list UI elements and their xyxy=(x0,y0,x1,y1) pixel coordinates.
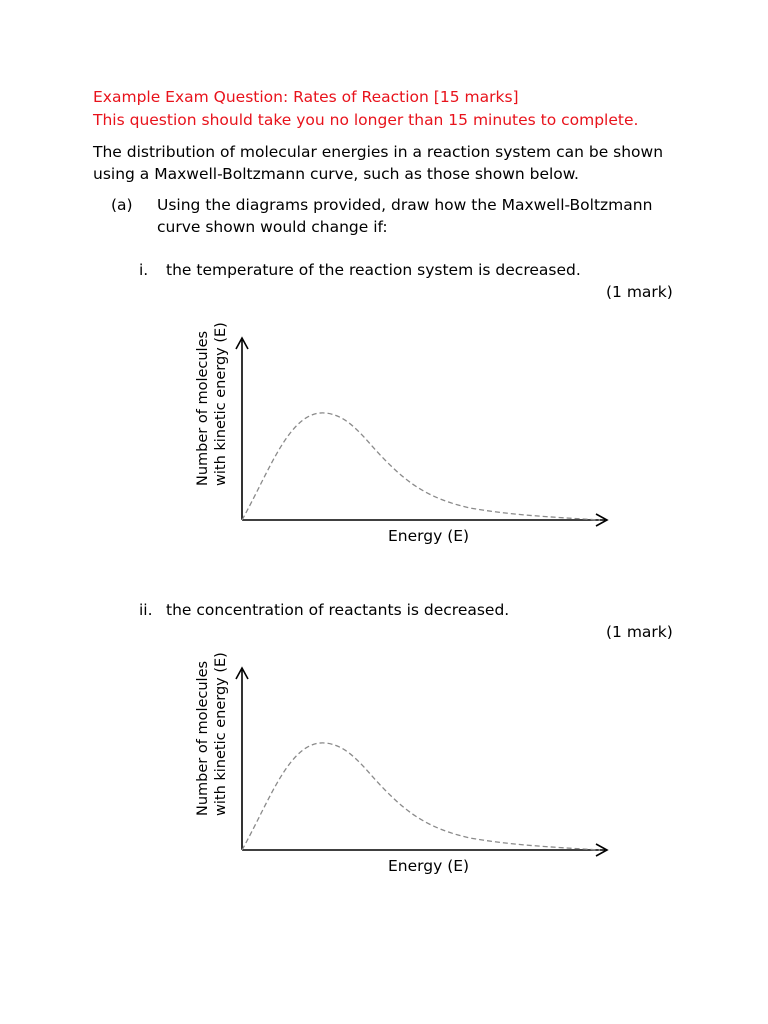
part-a-line-1: Using the diagrams provided, draw how the Maxwell-Boltzmann xyxy=(157,196,653,214)
question-ii-marks: (1 mark) xyxy=(606,623,673,641)
maxwell-boltzmann-curve xyxy=(242,743,600,850)
exam-title: Example Exam Question: Rates of Reaction [15 marks] xyxy=(93,88,519,106)
diagram-axes-ii xyxy=(180,652,620,870)
maxwell-boltzmann-diagram-ii xyxy=(180,652,620,875)
question-i-marks: (1 mark) xyxy=(606,283,673,301)
y-axis-label: Number of molecules with kinetic energy (E) xyxy=(195,652,229,816)
part-a-label: (a) xyxy=(111,196,133,214)
intro-line-1: The distribution of molecular energies in a reaction system can be shown xyxy=(93,143,664,161)
maxwell-boltzmann-diagram-i xyxy=(180,322,620,545)
part-a-line-2: curve shown would change if: xyxy=(157,218,388,236)
x-axis-label: Energy (E) xyxy=(388,527,470,545)
maxwell-boltzmann-curve xyxy=(242,413,600,520)
question-ii-text: the concentration of reactants is decreased. xyxy=(166,601,510,619)
y-axis-label: Number of molecules with kinetic energy (E) xyxy=(195,322,229,486)
exam-time-note: This question should take you no longer than 15 minutes to complete. xyxy=(93,111,639,129)
question-ii-number: ii. xyxy=(139,601,153,619)
intro-line-2: using a Maxwell-Boltzmann curve, such as those shown below. xyxy=(93,165,579,183)
question-i-text: the temperature of the reaction system is decreased. xyxy=(166,261,581,279)
x-axis-label: Energy (E) xyxy=(388,857,470,875)
question-i-number: i. xyxy=(139,261,149,279)
diagram-axes-i xyxy=(180,322,620,540)
